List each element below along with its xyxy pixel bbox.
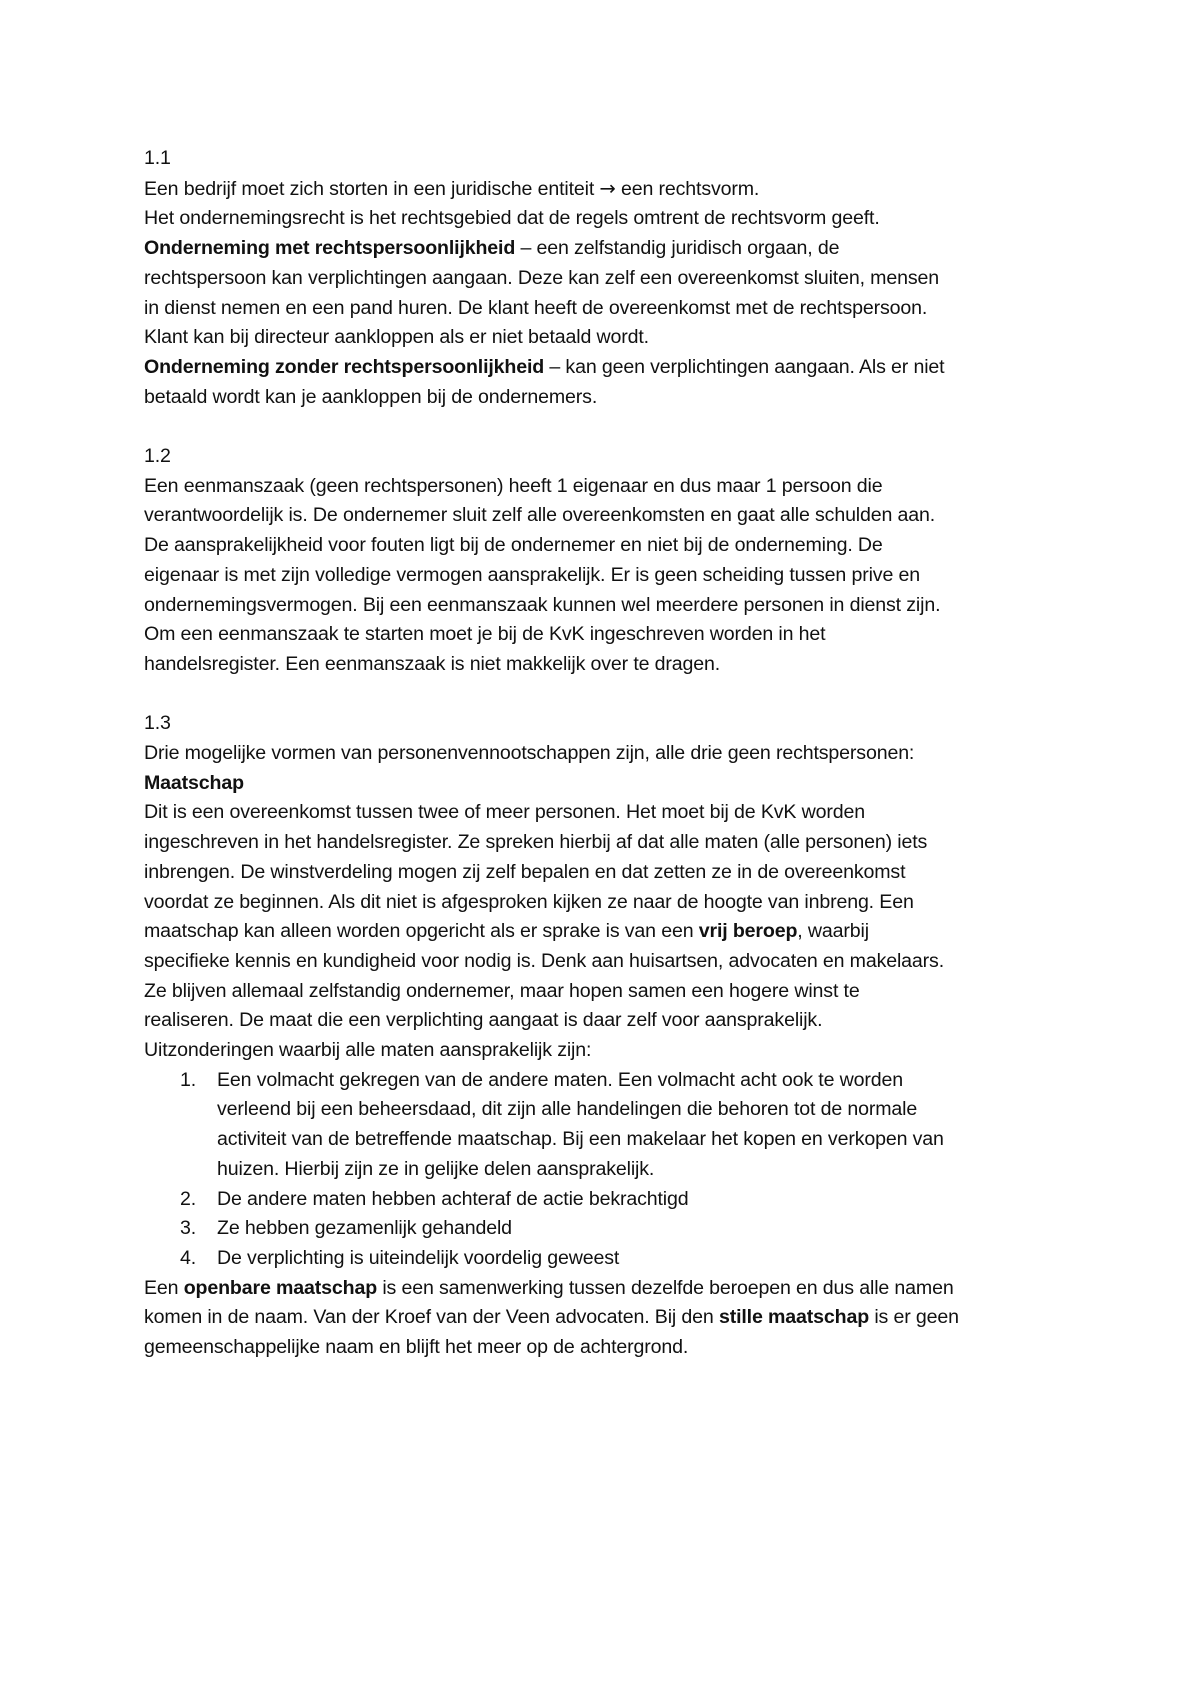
list-item	[144, 1066, 1074, 1185]
text-run: een rechtsvorm.	[615, 177, 760, 200]
paragraph-line: verantwoordelijk is. De ondernemer sluit zelf alle overeenkomsten en gaat alle schulden aan.	[144, 504, 936, 527]
section-heading-1-3: 1.3	[144, 712, 171, 735]
paragraph-line: betaald wordt kan je aankloppen bij de ondernemers.	[144, 385, 598, 408]
bold-term: vrij beroep	[698, 920, 798, 943]
list-item-line: Ze hebben gezamenlijk gehandeld	[217, 1217, 512, 1240]
paragraph-line: specifieke kennis en kundigheid voor nodig is. Denk aan huisartsen, advocaten en makelaars.	[144, 949, 944, 972]
text-run: is er geen	[869, 1306, 959, 1329]
section-heading-1-1: 1.1	[144, 147, 171, 169]
list-number: 3.	[180, 1217, 197, 1240]
list-item-line: Een volmacht gekregen van de andere maten. Een volmacht acht ook te worden	[217, 1068, 903, 1091]
bold-term: stille maatschap	[718, 1306, 870, 1329]
paragraph-line: realiseren. De maat die een verplichting aangaat is daar zelf voor aansprakelijk.	[144, 1009, 823, 1032]
paragraph-line: rechtspersoon kan verplichtingen aangaan. Deze kan zelf een overeenkomst sluiten, mensen	[144, 266, 939, 289]
list-item-line: De andere maten hebben achteraf de actie bekrachtigd	[217, 1187, 689, 1210]
paragraph-line	[144, 234, 1074, 264]
paragraph-line: ingeschreven in het handelsregister. Ze spreken hierbij af dat alle maten (alle personen) iets	[144, 831, 928, 854]
text-run: – een zelfstandig juridisch orgaan, de	[515, 237, 840, 260]
text-run: – kan geen verplichtingen aangaan. Als er niet	[544, 355, 945, 378]
paragraph-line: Een eenmanszaak (geen rechtspersonen) heeft 1 eigenaar en dus maar 1 persoon die	[144, 474, 883, 497]
paragraph-line	[144, 1274, 1074, 1304]
paragraph-line: eigenaar is met zijn volledige vermogen aansprakelijk. Er is geen scheiding tussen prive en	[144, 563, 920, 586]
paragraph-line: inbrengen. De winstverdeling mogen zij zelf bepalen en dat zetten ze in de overeenkomst	[144, 860, 906, 883]
text-run: komen in de naam. Van der Kroef van der Veen advocaten. Bij den	[144, 1306, 719, 1329]
blank-line	[144, 680, 1074, 710]
list-item-line: De verplichting is uiteindelijk voordelig geweest	[217, 1246, 620, 1269]
list-item	[144, 1214, 1074, 1244]
text-run: is een samenwerking tussen dezelfde beroepen en dus alle namen	[377, 1276, 954, 1299]
list-item	[144, 1244, 1074, 1274]
arrow-right-icon: →	[599, 176, 616, 200]
text-run: Een bedrijf moet zich storten in een juridische entiteit	[144, 177, 600, 200]
list-item	[144, 1185, 1074, 1215]
paragraph-line: gemeenschappelijke naam en blijft het meer op de achtergrond.	[144, 1336, 689, 1359]
paragraph-line: voordat ze beginnen. Als dit niet is afgesproken kijken ze naar de hoogte van inbreng. Een	[144, 890, 914, 913]
paragraph-line: Drie mogelijke vormen van personenvennootschappen zijn, alle drie geen rechtspersonen:	[144, 742, 915, 765]
paragraph-line	[144, 353, 1074, 383]
list-item-line: verleend bij een beheersdaad, dit zijn alle handelingen die behoren tot de normale	[217, 1098, 918, 1121]
document-body	[144, 144, 1074, 1363]
paragraph-line: Uitzonderingen waarbij alle maten aansprakelijk zijn:	[144, 1039, 592, 1062]
list-item-line: activiteit van de betreffende maatschap. Bij een makelaar het kopen en verkopen van	[217, 1128, 944, 1151]
text-run: , waarbij	[797, 920, 869, 943]
paragraph-line: Klant kan bij directeur aankloppen als er niet betaald wordt.	[144, 326, 649, 349]
bold-term: Onderneming zonder rechtspersoonlijkheid	[144, 355, 545, 378]
list-number: 2.	[180, 1187, 197, 1210]
list-number: 1.	[180, 1068, 197, 1091]
paragraph-line: De aansprakelijkheid voor fouten ligt bij de ondernemer en niet bij de onderneming. De	[144, 534, 883, 557]
paragraph-line: handelsregister. Een eenmanszaak is niet makkelijk over te dragen.	[144, 652, 721, 675]
paragraph-line: Het ondernemingsrecht is het rechtsgebied dat de regels omtrent de rechtsvorm geeft.	[144, 207, 880, 230]
paragraph-line	[144, 1303, 1074, 1333]
bold-term: Onderneming met rechtspersoonlijkheid	[144, 237, 516, 260]
paragraph-line: Ze blijven allemaal zelfstandig ondernemer, maar hopen samen een hogere winst te	[144, 979, 860, 1002]
paragraph-line: Om een eenmanszaak te starten moet je bij de KvK ingeschreven worden in het	[144, 623, 826, 646]
paragraph-line: Dit is een overeenkomst tussen twee of meer personen. Het moet bij de KvK worden	[144, 801, 865, 824]
section-heading-1-2: 1.2	[144, 445, 171, 468]
text-run: Een	[144, 1276, 184, 1299]
text-run: maatschap kan alleen worden opgericht als er sprake is van een	[144, 920, 699, 943]
paragraph-line	[144, 174, 1074, 205]
paragraph-line	[144, 917, 1074, 947]
bold-term: openbare maatschap	[183, 1276, 378, 1299]
blank-line	[144, 412, 1074, 442]
paragraph-line: ondernemingsvermogen. Bij een eenmanszaak kunnen wel meerdere personen in dienst zijn.	[144, 593, 941, 616]
subheading-maatschap: Maatschap	[144, 771, 244, 794]
list-number: 4.	[180, 1246, 197, 1269]
paragraph-line: in dienst nemen en een pand huren. De klant heeft de overeenkomst met de rechtspersoon.	[144, 296, 928, 319]
list-item-line: huizen. Hierbij zijn ze in gelijke delen aansprakelijk.	[217, 1157, 655, 1180]
